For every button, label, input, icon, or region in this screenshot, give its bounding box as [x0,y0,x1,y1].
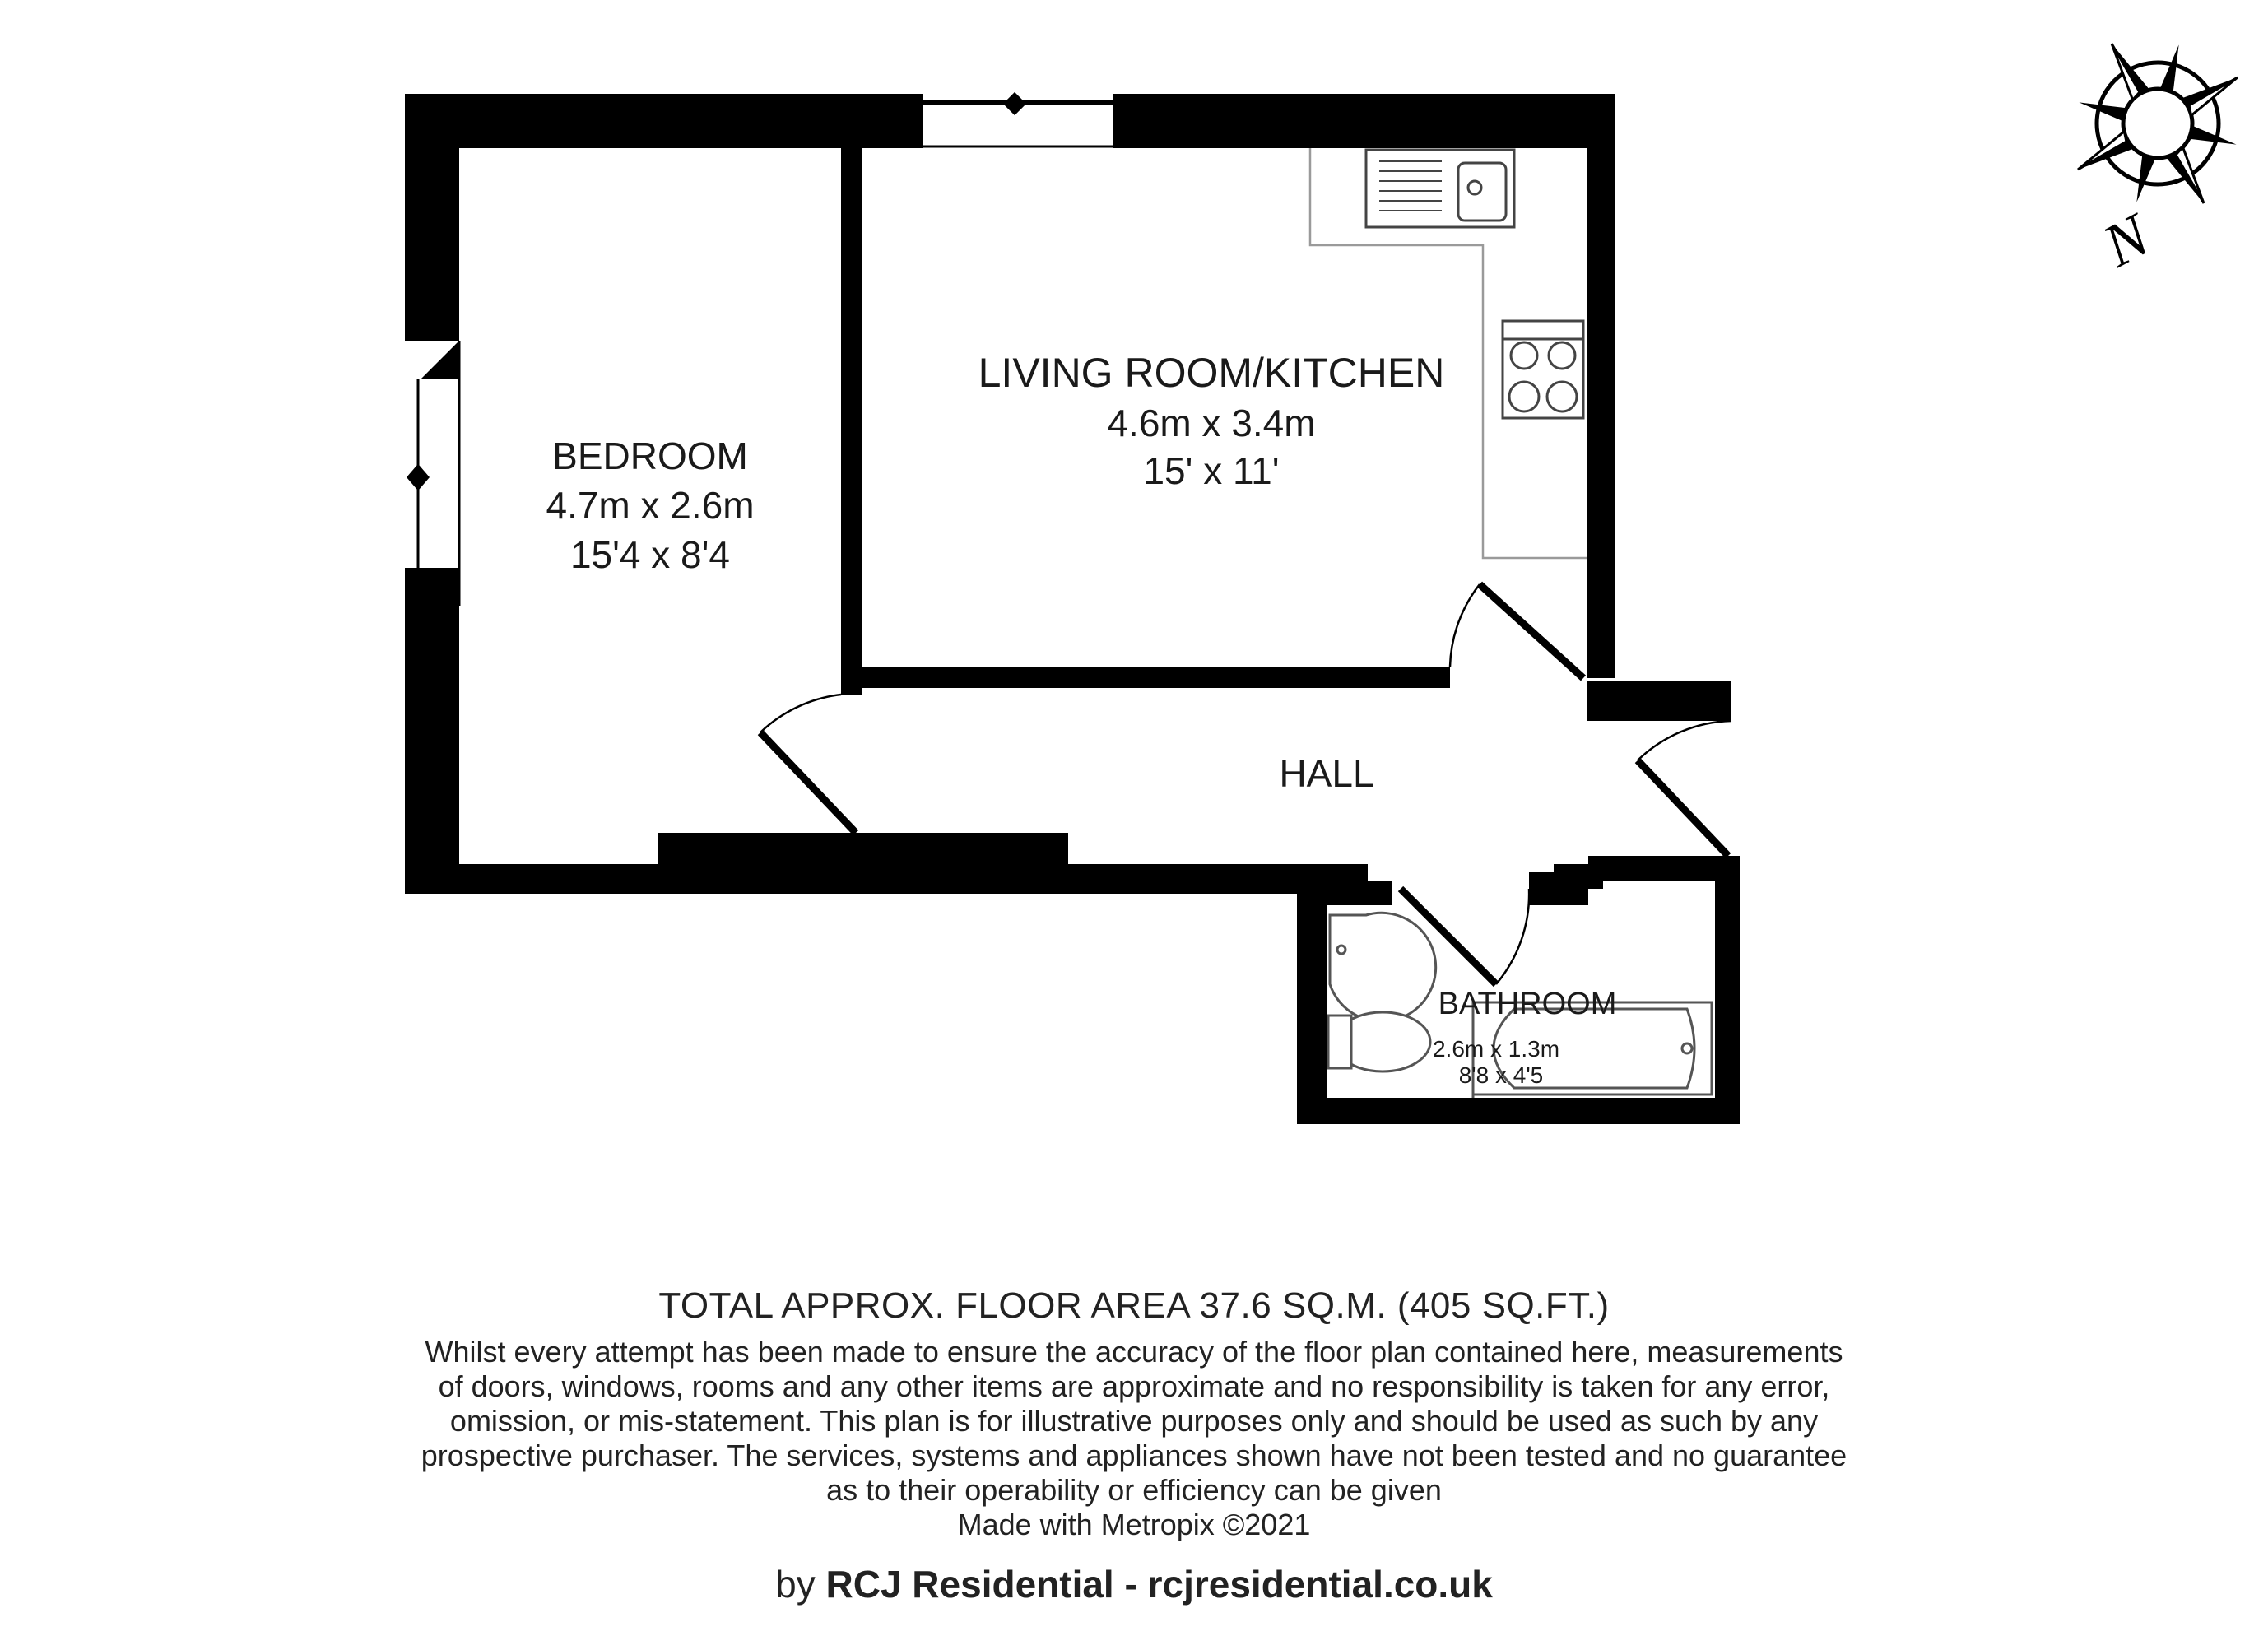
living-door [1480,584,1583,678]
disclaimer-line: of doors, windows, rooms and any other items are approximate and no responsibility is taken for any error, [438,1369,1830,1403]
bedroom-name: BEDROOM [552,435,748,477]
bedroom-door [760,732,856,833]
agent-credit [0,1562,2268,1606]
credit-brand: RCJ Residential - rcjresidential.co.uk [825,1563,1493,1606]
living-imperial: 15' x 11' [1143,449,1280,492]
disclaimer-line: omission, or mis-statement. This plan is for illustrative purposes only and should be used as such by any [449,1404,1819,1438]
bathroom-metric: 2.6m x 1.3m [1432,1036,1560,1062]
compass-rose-icon [2032,0,2268,249]
walls [405,94,1740,1124]
total-floor-area: TOTAL APPROX. FLOOR AREA 37.6 SQ.M. (405 SQ.FT.) [658,1285,1610,1326]
basin [1330,913,1436,1021]
front-door [1638,760,1728,856]
hall-name: HALL [1279,752,1374,795]
living-name: LIVING ROOM/KITCHEN [978,350,1445,396]
bathroom-imperial: 8'8 x 4'5 [1458,1062,1544,1088]
doors [760,584,1731,984]
disclaimer-line: Whilst every attempt has been made to ensure the accuracy of the floor plan contained here, measurements [425,1335,1843,1369]
sink [1366,150,1514,227]
disclaimer [0,1335,2268,1542]
bedroom-metric: 4.7m x 2.6m [546,484,755,527]
room-labels [546,350,1616,1088]
disclaimer-line: prospective purchaser. The services, systems and appliances shown have not been tested and no guarantee [421,1438,1847,1472]
hob [1503,321,1583,418]
credit-prefix: by [775,1563,816,1606]
disclaimer-line: as to their operability or efficiency can be given [826,1473,1442,1507]
living-metric: 4.6m x 3.4m [1107,402,1316,444]
compass-north-label: N [2092,202,2160,281]
metropix-credit: Made with Metropix ©2021 [957,1508,1311,1541]
bathroom-name: BATHROOM [1438,987,1617,1021]
bedroom-imperial: 15'4 x 8'4 [569,533,731,576]
